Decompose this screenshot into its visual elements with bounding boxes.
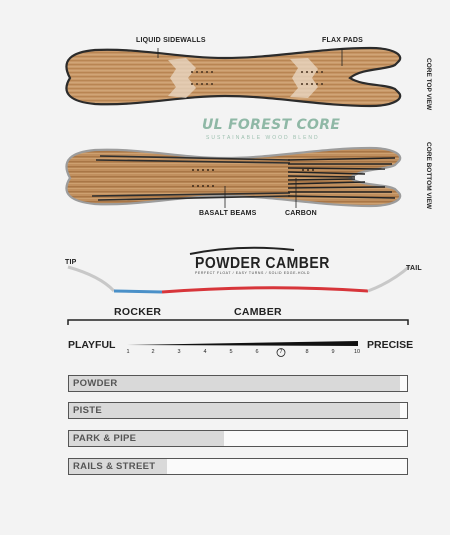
label-carbon: CARBON [285, 210, 317, 217]
camber-segment [162, 288, 368, 292]
terrain-bar-piste [68, 402, 408, 419]
flex-num: 8 [305, 349, 309, 355]
terrain-bar-fill [69, 376, 400, 391]
terrain-bar-park-pipe [68, 430, 408, 447]
core-title: UL FOREST CORE [202, 117, 341, 133]
flex-num: 1 [126, 349, 130, 355]
label-core-top-view: CORE TOP VIEW [425, 58, 432, 111]
label-liquid-sidewalls: LIQUID SIDEWALLS [136, 37, 206, 44]
terrain-bar-label: PARK & PIPE [73, 433, 137, 444]
label-tail: TAIL [406, 265, 422, 272]
flex-num: 9 [331, 349, 335, 355]
terrain-bar-fill [69, 403, 400, 418]
tip-rise [68, 267, 114, 291]
label-tip: TIP [65, 259, 77, 266]
flex-num: 6 [255, 349, 259, 355]
label-rocker: ROCKER [114, 306, 162, 318]
terrain-bar-label: POWDER [73, 378, 118, 389]
terrain-bar-rails-street [68, 458, 408, 475]
flex-num: 4 [203, 349, 207, 355]
flex-num: 10 [353, 349, 361, 355]
profile-title: POWDER CAMBER [195, 252, 330, 272]
core-bottom-board [66, 148, 400, 206]
profile-subtitle: PERFECT FLOAT / EASY TURNS / SOLID EDGE-HOLD [195, 271, 310, 275]
label-camber: CAMBER [234, 306, 282, 318]
flex-scale-numbers [0, 349, 450, 359]
flex-num: 2 [151, 349, 155, 355]
flex-num: 5 [229, 349, 233, 355]
label-basalt-beams: BASALT BEAMS [199, 210, 257, 217]
rocker-segment [114, 291, 162, 292]
label-core-bottom-view: CORE BOTTOM VIEW [425, 142, 432, 210]
core-subtitle: SUSTAINABLE WOOD BLEND [206, 135, 320, 141]
flex-right-label: PRECISE [367, 339, 414, 351]
terrain-bar-powder [68, 375, 408, 392]
core-top-board [66, 48, 400, 106]
core-diagram [0, 0, 450, 230]
label-flax-pads: FLAX PADS [322, 37, 363, 44]
flex-num-selected: 7 [279, 349, 283, 355]
flex-num: 3 [177, 349, 181, 355]
flex-left-label: PLAYFUL [68, 339, 116, 351]
terrain-bar-label: RAILS & STREET [73, 461, 156, 472]
terrain-bar-label: PISTE [73, 405, 102, 416]
tail-rise [368, 266, 410, 291]
profile-bracket [68, 320, 408, 325]
